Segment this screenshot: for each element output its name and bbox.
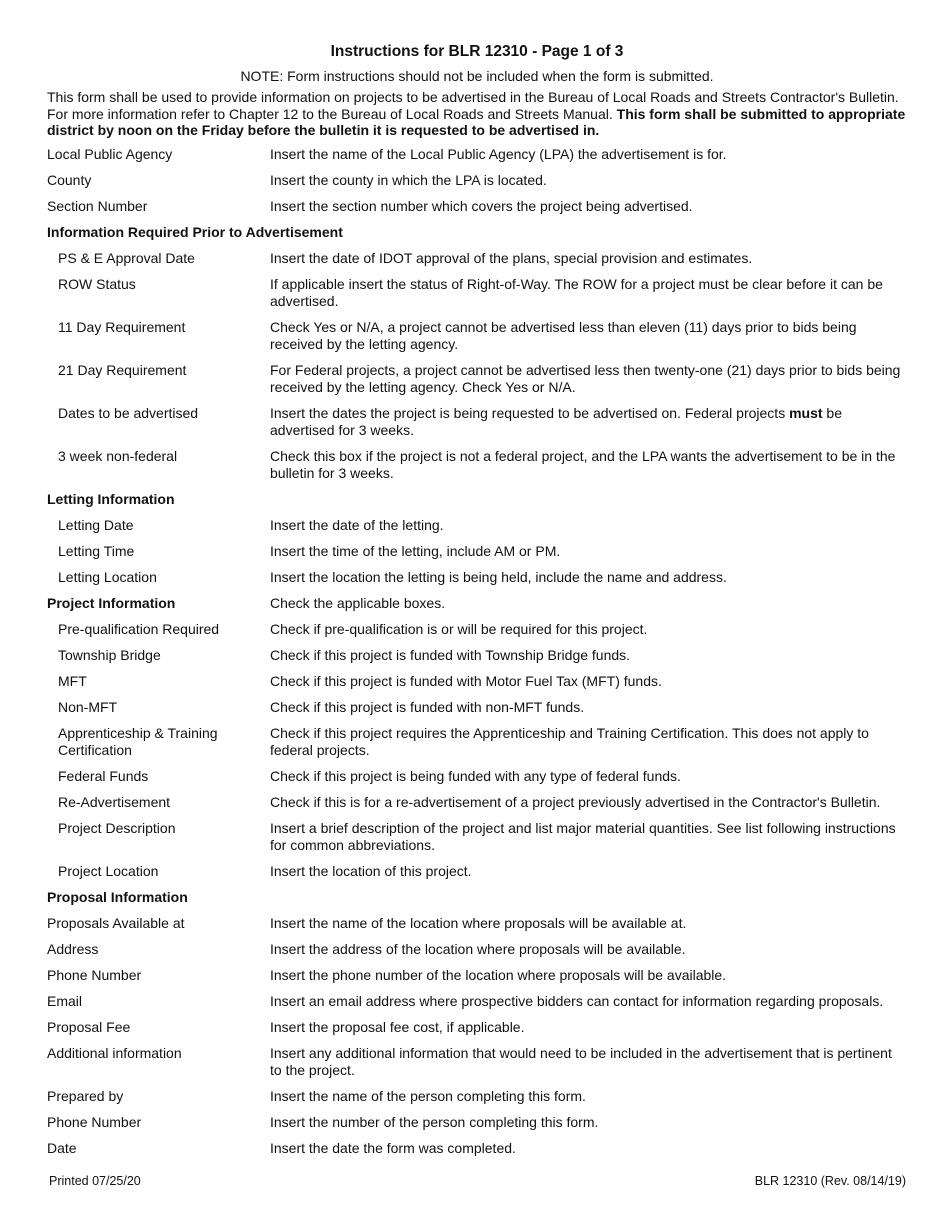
field-description: Insert the county in which the LPA is located. [270, 171, 547, 188]
field-label: Non-MFT [58, 698, 118, 715]
field-label: Phone Number [47, 966, 142, 983]
field-description: Insert the section number which covers the project being advertised. [270, 197, 693, 214]
field-label: Email [47, 992, 83, 1009]
field-label: Phone Number [47, 1113, 142, 1130]
field-description: Insert the time of the letting, include AM or PM. [270, 542, 561, 559]
row-section-number [47, 193, 907, 219]
field-label: 21 Day Requirement [58, 361, 187, 378]
submission-note: NOTE: Form instructions should not be included when the form is submitted. [240, 68, 714, 84]
row-project-location [47, 858, 907, 884]
field-description: Insert the proposal fee cost, if applicable. [270, 1018, 525, 1035]
field-label: Apprenticeship & Training Certification [58, 724, 218, 758]
section-description: Check the applicable boxes. [270, 594, 446, 611]
field-label: PS & E Approval Date [58, 249, 195, 266]
section-heading-letting-information [47, 486, 907, 512]
field-label: Additional information [47, 1044, 182, 1061]
field-label: Dates to be advertised [58, 404, 199, 421]
field-description: Insert the name of the Local Public Agency (LPA) the advertisement is for. [270, 145, 727, 162]
field-description: Insert any additional information that would need to be included in the advertisement that is pertinent to the project. [270, 1044, 892, 1078]
field-description: Check this box if the project is not a federal project, and the LPA wants the advertisement to be in the bulletin for 3 weeks. [270, 447, 896, 481]
field-description: Check if pre-qualification is or will be required for this project. [270, 620, 648, 637]
field-description: Check if this project is funded with Township Bridge funds. [270, 646, 631, 663]
section-heading: Project Information [47, 594, 176, 611]
row-proposal-fee [47, 1014, 907, 1040]
field-description: Check if this project is funded with non-MFT funds. [270, 698, 585, 715]
field-label: ROW Status [58, 275, 136, 292]
field-description: Insert a brief description of the project and list major material quantities. See list following instructions for common abbreviations. [270, 819, 896, 853]
section-heading: Proposal Information [47, 888, 188, 905]
field-description: Insert the location of this project. [270, 862, 472, 879]
section-heading: Information Required Prior to Advertisement [47, 223, 343, 240]
row-email [47, 988, 907, 1014]
row-11-day-requirement [47, 314, 907, 357]
field-label: Address [47, 940, 99, 957]
row-township-bridge [47, 642, 907, 668]
field-description: Insert an email address where prospective bidders can contact for information regarding proposals. [270, 992, 884, 1009]
section-heading-proposal-information [47, 884, 907, 910]
field-label: Federal Funds [58, 767, 149, 784]
intro-paragraph [47, 89, 907, 139]
row-prepared-by [47, 1083, 907, 1109]
field-description: Insert the number of the person completing this form. [270, 1113, 599, 1130]
row-phone-number-location [47, 962, 907, 988]
field-description: Check if this project is being funded with any type of federal funds. [270, 767, 681, 784]
field-label: 3 week non-federal [58, 447, 178, 464]
section-heading: Letting Information [47, 490, 175, 507]
field-label: Date [47, 1139, 77, 1156]
row-letting-time [47, 538, 907, 564]
field-description: Insert the date of IDOT approval of the plans, special provision and estimates. [270, 249, 753, 266]
instructions-page [47, 42, 907, 1161]
row-phone-number-preparer [47, 1109, 907, 1135]
field-description: Check if this project is funded with Motor Fuel Tax (MFT) funds. [270, 672, 662, 689]
row-row-status [47, 271, 907, 314]
field-description: If applicable insert the status of Right-of-Way. The ROW for a project must be clear before it can be advertised. [270, 275, 883, 309]
field-description: Insert the date of the letting. [270, 516, 444, 533]
field-description: Check if this project requires the Apprenticeship and Training Certification. This does not apply to federal projects. [270, 724, 869, 758]
field-label: Project Description [58, 819, 176, 836]
field-description [270, 405, 907, 439]
field-description: Insert the address of the location where proposals will be available. [270, 940, 686, 957]
field-label: Prepared by [47, 1087, 124, 1104]
row-project-description [47, 815, 907, 858]
field-description: Insert the name of the person completing this form. [270, 1087, 586, 1104]
desc-text: be advertised for 3 weeks. [270, 404, 843, 438]
field-description: For Federal projects, a project cannot be advertised less then twenty-one (21) days prior to bids being received by the letting agency. Check Yes or N/A. [270, 361, 901, 395]
field-label: Proposal Fee [47, 1018, 131, 1035]
field-description: Check if this is for a re-advertisement of a project previously advertised in the Contractor's Bulletin. [270, 793, 881, 810]
field-label: Letting Date [58, 516, 134, 533]
desc-text: Insert the dates the project is being requested to be advertised on. Federal projects [270, 404, 790, 421]
field-description: Insert the name of the location where proposals will be available at. [270, 914, 687, 931]
desc-emphasis: must [789, 404, 823, 421]
row-21-day-requirement [47, 357, 907, 400]
form-revision-id: BLR 12310 (Rev. 08/14/19) [754, 1174, 906, 1188]
row-letting-location [47, 564, 907, 590]
row-apprenticeship-training [47, 720, 907, 763]
field-label: 11 Day Requirement [58, 318, 186, 335]
row-additional-information [47, 1040, 907, 1083]
field-label: Project Location [58, 862, 159, 879]
field-label: MFT [58, 672, 87, 689]
field-label: Pre-qualification Required [58, 620, 220, 637]
row-local-public-agency [47, 141, 907, 167]
printed-date: Printed 07/25/20 [49, 1174, 141, 1188]
row-pse-approval-date [47, 245, 907, 271]
field-description: Insert the location the letting is being held, include the name and address. [270, 568, 727, 585]
row-county [47, 167, 907, 193]
row-pre-qualification-required [47, 616, 907, 642]
section-heading-project-information [47, 590, 907, 616]
field-label: Letting Location [58, 568, 157, 585]
field-label: Letting Time [58, 542, 135, 559]
field-label: County [47, 171, 92, 188]
intro-text: This form shall be used to provide information on projects to be advertised in the Bureau of Local Roads and Streets Contractor's Bulletin. For more information refer to Chapter 12 to the Bureau of Local Roads and Streets Manual. [47, 89, 899, 122]
row-proposals-available-at [47, 910, 907, 936]
field-label: Local Public Agency [47, 145, 173, 162]
field-description: Insert the phone number of the location where proposals will be available. [270, 966, 727, 983]
page-title: Instructions for BLR 12310 - Page 1 of 3 [330, 43, 624, 60]
field-label: Section Number [47, 197, 148, 214]
row-federal-funds [47, 763, 907, 789]
section-heading-prior-to-advertisement [47, 219, 907, 245]
field-description: Check Yes or N/A, a project cannot be advertised less than eleven (11) days prior to bids being received by the letting agency. [270, 318, 857, 352]
field-label: Re-Advertisement [58, 793, 171, 810]
row-address [47, 936, 907, 962]
row-3-week-non-federal [47, 443, 907, 486]
row-re-advertisement [47, 789, 907, 815]
row-dates-to-be-advertised [47, 400, 907, 443]
row-letting-date [47, 512, 907, 538]
field-label: Proposals Available at [47, 914, 185, 931]
intro-deadline-text: This form shall be submitted to appropriate district by noon on the Friday before the bulletin it is requested to be advertised in. [47, 105, 906, 138]
row-non-mft [47, 694, 907, 720]
row-date [47, 1135, 907, 1161]
field-label: Township Bridge [58, 646, 161, 663]
field-description: Insert the date the form was completed. [270, 1139, 516, 1156]
row-mft [47, 668, 907, 694]
